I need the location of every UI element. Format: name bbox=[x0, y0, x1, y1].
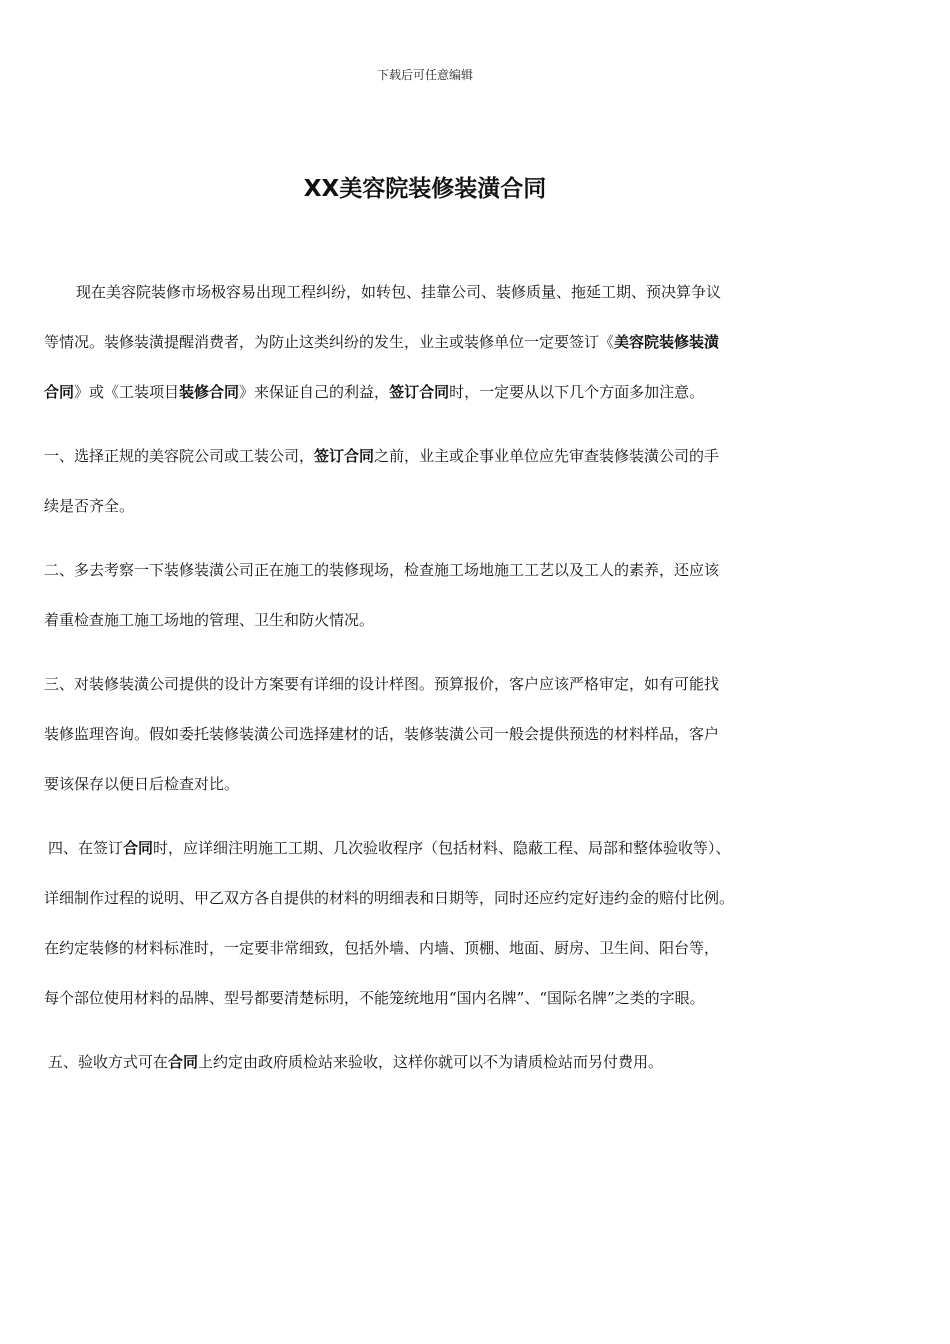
item3-line-3: 要该保存以便日后检查对比。 bbox=[44, 775, 240, 793]
item4-line-3: 在约定装修的材料标准时，一定要非常细致，包括外墙、内墙、顶棚、地面、厨房、卫生间、阳台等， bbox=[44, 939, 720, 957]
item4-line-2: 详细制作过程的说明、甲乙双方各自提供的材料的明细表和日期等，同时还应约定好违约金的赔付比例。 bbox=[44, 889, 735, 907]
item4-line-1 bbox=[48, 838, 731, 858]
item5-line-1 bbox=[48, 1052, 663, 1072]
intro-text: 》或《工装项目 bbox=[74, 383, 180, 401]
intro-bold-decoration-contract: 装修合同 bbox=[179, 383, 240, 401]
item3-line-1: 三、对装修装潢公司提供的设计方案要有详细的设计样图。预算报价，客户应该严格审定，如有可能找 bbox=[44, 675, 720, 693]
intro-text: 等情况。装修装潢提醒消费者，为防止这类纠纷的发生，业主或装修单位一定要签订《 bbox=[44, 333, 615, 351]
item2-line-2: 着重检查施工施工场地的管理、卫生和防火情况。 bbox=[44, 611, 375, 629]
item4-text: 时，应详细注明施工工期、几次验收程序（包括材料、隐蔽工程、局部和整体验收等）、 bbox=[153, 839, 731, 857]
item5-bold-contract: 合同 bbox=[168, 1053, 199, 1071]
intro-line-3 bbox=[44, 382, 704, 402]
intro-text: 》来保证自己的利益， bbox=[239, 383, 390, 401]
item4-line-4: 每个部位使用材料的品牌、型号都要清楚标明，不能笼统地用“国内名牌”、“国际名牌”之类的字眼。 bbox=[44, 989, 705, 1007]
item3-line-2: 装修监理咨询。假如委托装修装潢公司选择建材的话，装修装潢公司一般会提供预选的材料样品，客户 bbox=[44, 725, 720, 743]
intro-bold-contract-name: 美容院装修装潢 bbox=[614, 333, 720, 351]
intro-line-2 bbox=[44, 332, 719, 352]
item4-bold-contract: 合同 bbox=[123, 839, 154, 857]
intro-bold-contract: 合同 bbox=[44, 383, 75, 401]
item1-bold-sign-contract: 签订合同 bbox=[314, 447, 375, 465]
intro-line-1: 现在美容院装修市场极容易出现工程纠纷，如转包、挂靠公司、装修质量、拖延工期、预决算争议 bbox=[76, 283, 722, 301]
item5-text: 五、验收方式可在 bbox=[48, 1053, 169, 1071]
intro-text: 时，一定要从以下几个方面多加注意。 bbox=[449, 383, 705, 401]
item1-line-2: 续是否齐全。 bbox=[44, 497, 135, 515]
item2-line-1: 二、多去考察一下装修装潢公司正在施工的装修现场，检查施工场地施工工艺以及工人的素养，还应该 bbox=[44, 561, 720, 579]
item4-text: 四、在签订 bbox=[48, 839, 124, 857]
item1-text: 之前，业主或企事业单位应先审查装修装潢公司的手 bbox=[374, 447, 720, 465]
document-title: XX美容院装修装潢合同 bbox=[303, 176, 547, 202]
item5-text: 上约定由政府质检站来验收，这样你就可以不为请质检站而另付费用。 bbox=[198, 1053, 664, 1071]
header-note: 下载后可任意编辑 bbox=[376, 68, 473, 82]
intro-bold-sign-contract: 签订合同 bbox=[389, 383, 450, 401]
item1-line-1 bbox=[44, 446, 719, 466]
item1-text: 一、选择正规的美容院公司或工装公司， bbox=[44, 447, 315, 465]
